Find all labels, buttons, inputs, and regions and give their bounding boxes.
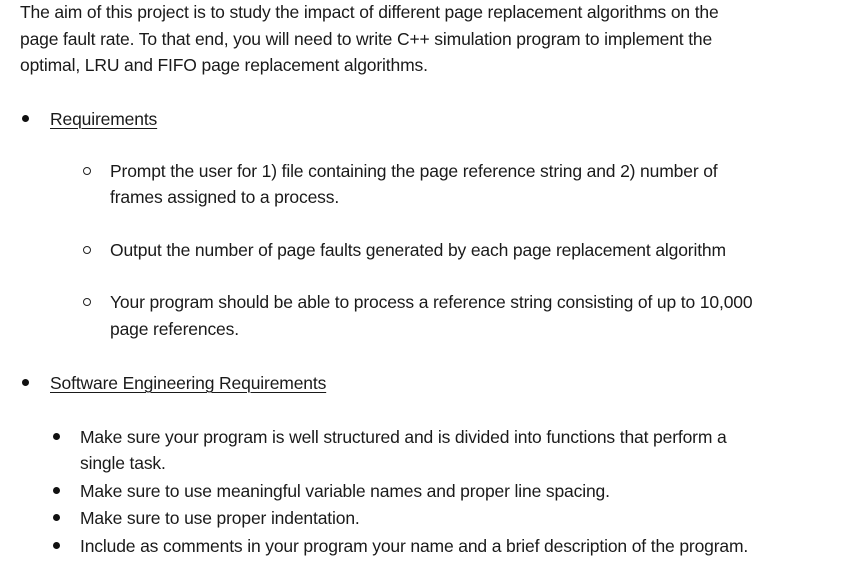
disc-bullet-icon [53,514,60,521]
disc-bullet-icon [53,542,60,549]
section-heading-software-engineering: Software Engineering Requirements [50,373,327,393]
list-item-line: Prompt the user for 1) file containing the page reference string and 2) number of [110,161,718,181]
list-item-line: Make sure to use proper indentation. [80,508,360,528]
intro-line-3: optimal, LRU and FIFO page replacement algorithms. [20,55,428,75]
list-item-line: page references. [110,319,239,339]
list-item-line: frames assigned to a process. [110,187,340,207]
list-item-line: Make sure your program is well structured and is divided into functions that perform a [80,427,727,447]
list-item-line: Make sure to use meaningful variable names and proper line spacing. [80,481,610,501]
list-item-line: Include as comments in your program your name and a brief description of the program. [80,536,749,556]
intro-line-2: page fault rate. To that end, you will need to write C++ simulation program to implement the [20,29,713,49]
list-item-line: Output the number of page faults generated by each page replacement algorithm [110,240,726,260]
disc-bullet-icon [22,379,29,386]
list-item-line: single task. [80,453,166,473]
circle-bullet-icon [83,298,91,306]
circle-bullet-icon [83,167,91,175]
disc-bullet-icon [53,487,60,494]
disc-bullet-icon [22,115,29,122]
circle-bullet-icon [83,246,91,254]
section-heading-requirements: Requirements [50,109,158,129]
list-item-line: Your program should be able to process a reference string consisting of up to 10,000 [110,292,753,312]
intro-line-1: The aim of this project is to study the impact of different page replacement algorithms on the [20,2,719,22]
disc-bullet-icon [53,433,60,440]
